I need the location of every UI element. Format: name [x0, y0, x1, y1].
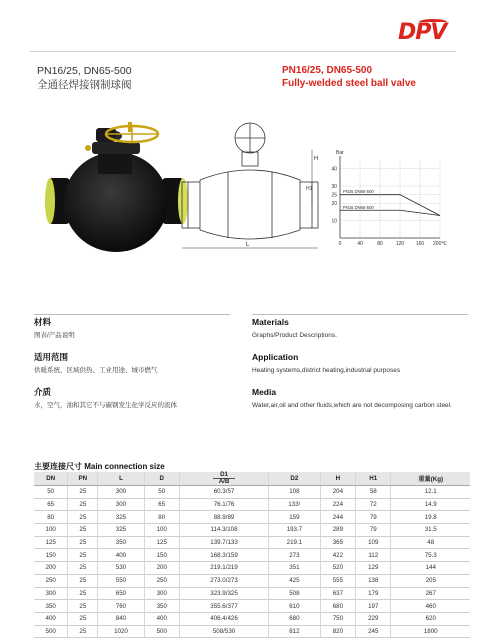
table-cell: 76.1/76: [179, 498, 268, 511]
y-axis-label: Bar: [336, 150, 344, 156]
col-d: D: [144, 472, 179, 486]
col-l: L: [98, 472, 144, 486]
table-cell: 350: [34, 600, 68, 613]
section-body: 供暖系统、区域供热、工业用途、城市燃气: [34, 367, 158, 374]
table-cell: 25: [68, 600, 98, 613]
table-cell: 112: [356, 549, 391, 562]
table-cell: 350: [144, 600, 179, 613]
table-cell: 79: [356, 511, 391, 524]
table-cell: 244: [320, 511, 355, 524]
table-row: [34, 562, 470, 575]
svg-text:H1: H1: [306, 186, 313, 192]
col-d1-sub: A/B: [218, 478, 230, 485]
valve-photo: [40, 120, 190, 260]
table-cell: 610: [269, 600, 321, 613]
section-application-cn: [34, 352, 158, 376]
table-row: [34, 486, 470, 499]
section-materials-cn: [34, 317, 75, 341]
table-row: [34, 612, 470, 625]
table-cell: 300: [34, 587, 68, 600]
table-cell: 204: [320, 486, 355, 499]
table-cell: 65: [34, 498, 68, 511]
table-cell: 250: [144, 574, 179, 587]
table-cell: 520: [320, 562, 355, 575]
table-cell: 25: [68, 536, 98, 549]
table-cell: 25: [68, 498, 98, 511]
table-cell: 680: [320, 600, 355, 613]
table-row: [34, 625, 470, 638]
header-divider: [30, 51, 456, 52]
section-body: Heating systems,district heating,industrial purposes: [252, 367, 401, 374]
table-cell: 300: [144, 587, 179, 600]
table-cell: 25: [68, 574, 98, 587]
table-row: [34, 498, 470, 511]
table-cell: 245: [356, 625, 391, 638]
table-cell: 224: [320, 498, 355, 511]
section-application-en: [252, 352, 400, 376]
col-d1-label: D1: [213, 472, 235, 479]
spec-cn: PN16/25, DN65-500: [37, 65, 132, 77]
table-cell: 168.3/159: [179, 549, 268, 562]
table-cell: 109: [356, 536, 391, 549]
x-tick-label: 120: [395, 241, 405, 247]
x-tick-label: 0: [338, 241, 342, 247]
table-cell: 80: [34, 511, 68, 524]
table-cell: 159: [269, 511, 321, 524]
table-cell: 50: [34, 486, 68, 499]
table-cell: 406.4/426: [179, 612, 268, 625]
table-cell: 125: [144, 536, 179, 549]
table-cell: 50: [144, 486, 179, 499]
table-cell: 508/530: [179, 625, 268, 638]
section-body: 水，空气，油和其它不与碳钢发生化学反应的流体: [34, 402, 177, 409]
table-cell: 351: [269, 562, 321, 575]
svg-text:L: L: [246, 242, 250, 248]
table-cell: 637: [320, 587, 355, 600]
table-row: [34, 600, 470, 613]
table-cell: 25: [68, 511, 98, 524]
table-cell: 365: [320, 536, 355, 549]
table-cell: 300: [98, 498, 144, 511]
section-materials-en: [252, 317, 337, 341]
table-cell: 1020: [98, 625, 144, 638]
table-cell: 205: [391, 574, 470, 587]
col-dn: DN: [34, 472, 68, 486]
section-body: Graphs/Product Descriptions.: [252, 332, 337, 339]
table-cell: 129: [356, 562, 391, 575]
table-cell: 840: [98, 612, 144, 625]
table-cell: 25: [68, 562, 98, 575]
x-tick-label: 200℃: [433, 241, 447, 247]
section-heading: 介质: [34, 387, 52, 397]
table-cell: 500: [34, 625, 68, 638]
series-label: PN16 DN65-500: [343, 204, 374, 210]
table-cell: 325: [98, 511, 144, 524]
section-heading: Media: [252, 387, 277, 397]
table-cell: 273: [269, 549, 321, 562]
table-cell: 400: [34, 612, 68, 625]
col-h1: H1: [356, 472, 391, 486]
table-cell: 323.9/325: [179, 587, 268, 600]
table-cell: 25: [68, 524, 98, 537]
table-cell: 300: [98, 486, 144, 499]
y-tick-label: 25: [331, 192, 337, 199]
table-cell: 25: [68, 625, 98, 638]
title-cn: 全通径焊接钢制球阀: [37, 79, 132, 91]
table-cell: 12.1: [391, 486, 470, 499]
table-cell: 250: [34, 574, 68, 587]
x-tick-label: 40: [357, 241, 363, 247]
y-tick-label: 30: [331, 183, 337, 190]
table-cell: 60.3/57: [179, 486, 268, 499]
table-cell: 144: [391, 562, 470, 575]
col-weight: 重量(Kg): [391, 472, 470, 486]
table-cell: 139.7/133: [179, 536, 268, 549]
table-cell: 555: [320, 574, 355, 587]
connection-size-table: [34, 472, 470, 638]
table-cell: 820: [320, 625, 355, 638]
table-cell: 500: [144, 625, 179, 638]
section-body: Water,air,oil and other fluids,which are not decomposing carbon steel.: [252, 402, 452, 409]
table-cell: 267: [391, 587, 470, 600]
table-cell: 14.9: [391, 498, 470, 511]
spec-en: PN16/25, DN65-500: [282, 65, 373, 76]
table-cell: 750: [320, 612, 355, 625]
table-cell: 200: [144, 562, 179, 575]
table-cell: 620: [391, 612, 470, 625]
table-cell: 550: [98, 574, 144, 587]
table-cell: 100: [34, 524, 68, 537]
table-cell: 133¹: [269, 498, 321, 511]
table-row: [34, 587, 470, 600]
table-cell: 100: [144, 524, 179, 537]
section-body: 图表/产品说明: [34, 332, 75, 339]
section-divider: [34, 314, 230, 315]
section-heading: 适用范围: [34, 352, 69, 362]
brand-logo: DPV: [398, 20, 447, 45]
table-cell: 425: [269, 574, 321, 587]
series-label: PN25 DN65-500: [343, 189, 374, 195]
table-row: [34, 524, 470, 537]
col-pn: PN: [68, 472, 98, 486]
table-cell: 289: [320, 524, 355, 537]
table-cell: 530: [98, 562, 144, 575]
y-tick-label: 20: [331, 201, 337, 208]
table-cell: 125: [34, 536, 68, 549]
table-cell: 79: [356, 524, 391, 537]
table-row: [34, 536, 470, 549]
pressure-temperature-chart: [318, 150, 468, 250]
table-row: [34, 549, 470, 562]
table-cell: 150: [144, 549, 179, 562]
table-cell: 197: [356, 600, 391, 613]
table-cell: 219.1/219: [179, 562, 268, 575]
section-media-en: [252, 387, 452, 411]
table-cell: 65: [144, 498, 179, 511]
table-cell: 179: [356, 587, 391, 600]
section-heading: Application: [252, 352, 299, 362]
col-h: H: [320, 472, 355, 486]
table-header-row: [34, 472, 470, 486]
table-cell: 760: [98, 600, 144, 613]
table-cell: 200: [34, 562, 68, 575]
table-cell: 88.9/89: [179, 511, 268, 524]
section-heading: 材料: [34, 317, 52, 327]
x-tick-label: 80: [377, 241, 383, 247]
y-tick-label: 40: [331, 166, 337, 173]
title-en: Fully-welded steel ball valve: [282, 78, 416, 89]
table-row: [34, 511, 470, 524]
table-cell: 25: [68, 549, 98, 562]
table-cell: 355.6/377: [179, 600, 268, 613]
table-cell: 48: [391, 536, 470, 549]
table-cell: 58: [356, 486, 391, 499]
x-tick-label: 160: [415, 241, 425, 247]
table-cell: 1800: [391, 625, 470, 638]
table-cell: 193.7: [269, 524, 321, 537]
table-cell: 508: [269, 587, 321, 600]
table-cell: 25: [68, 486, 98, 499]
table-cell: 138: [356, 574, 391, 587]
table-cell: 108: [269, 486, 321, 499]
table-cell: 400: [144, 612, 179, 625]
table-cell: 650: [98, 587, 144, 600]
y-tick-label: 10: [331, 218, 337, 225]
col-d2: D2: [269, 472, 321, 486]
table-cell: 460: [391, 600, 470, 613]
series-line: [340, 210, 440, 215]
table-cell: 229: [356, 612, 391, 625]
table-cell: 19.8: [391, 511, 470, 524]
table-cell: 325: [98, 524, 144, 537]
dimension-drawing: [180, 120, 320, 260]
section-divider: [252, 314, 468, 315]
table-cell: 25: [68, 587, 98, 600]
table-cell: 219.1: [269, 536, 321, 549]
table-cell: 72: [356, 498, 391, 511]
table-cell: 422: [320, 549, 355, 562]
table-cell: 150: [34, 549, 68, 562]
table-cell: 812: [269, 625, 321, 638]
table-cell: 114.3/108: [179, 524, 268, 537]
svg-text:H: H: [314, 156, 319, 162]
table-row: [34, 574, 470, 587]
table-title: 主要连接尺寸 Main connection size: [34, 462, 165, 471]
table-cell: 75.3: [391, 549, 470, 562]
table-cell: 400: [98, 549, 144, 562]
table-cell: 80: [144, 511, 179, 524]
table-cell: 31.5: [391, 524, 470, 537]
section-heading: Materials: [252, 317, 289, 327]
col-d1: [179, 472, 268, 486]
section-media-cn: [34, 387, 177, 411]
table-cell: 25: [68, 612, 98, 625]
table-cell: 680: [269, 612, 321, 625]
table-cell: 350: [98, 536, 144, 549]
table-cell: 273.0/273: [179, 574, 268, 587]
